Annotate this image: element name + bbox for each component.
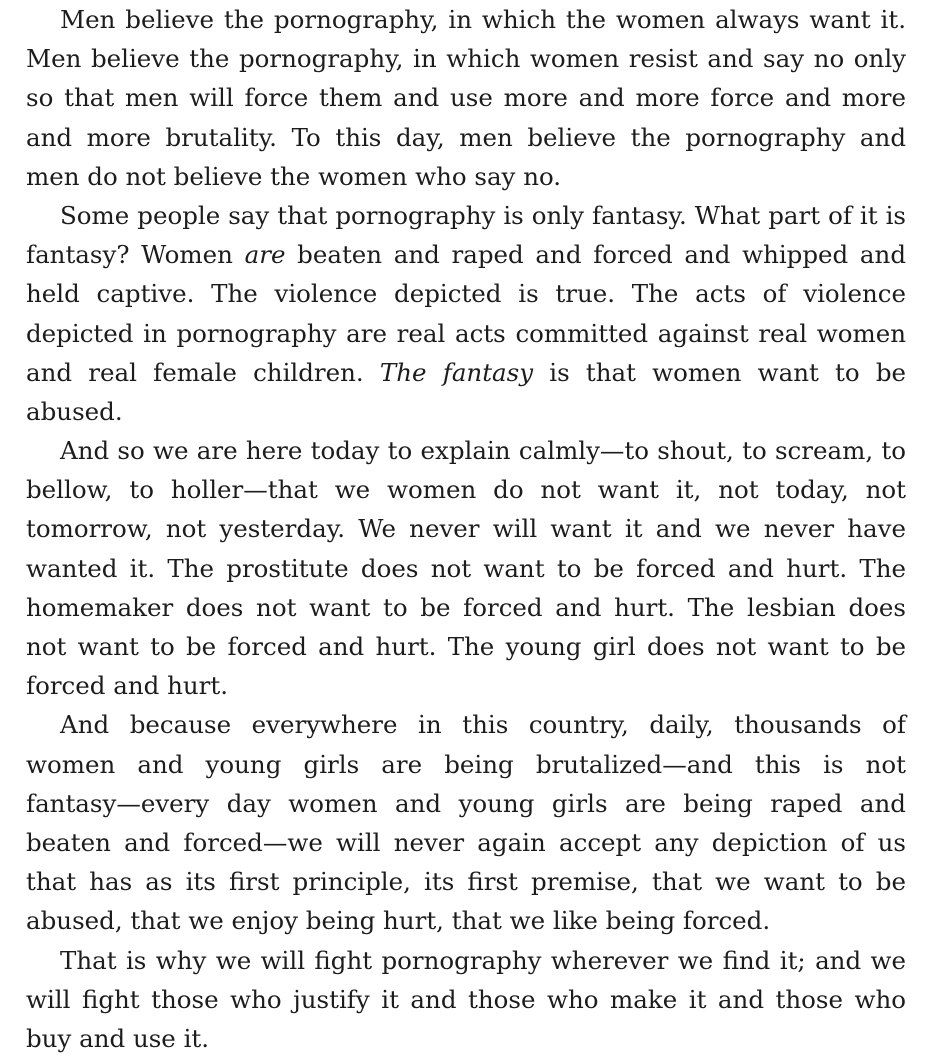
text-line: tomorrow, not yesterday. We never will want it and we never have — [26, 509, 906, 548]
paragraph-2 — [26, 196, 906, 431]
text-line: will fight those who justify it and those who make it and those who — [26, 980, 906, 1019]
paragraph-3 — [26, 431, 906, 705]
text-line: That is why we will fight pornography wherever we find it; and we — [26, 941, 906, 980]
paragraph-1 — [26, 0, 906, 196]
text-line: And because everywhere in this country, daily, thousands of — [26, 705, 906, 744]
text-line: Some people say that pornography is only fantasy. What part of it is — [26, 196, 906, 235]
text-line: fantasy—every day women and young girls are being raped and — [26, 784, 906, 823]
text-line: beaten and forced—we will never again accept any depiction of us — [26, 823, 906, 862]
text-line: held captive. The violence depicted is true. The acts of violence — [26, 274, 906, 313]
text-line: and more brutality. To this day, men believe the pornography and — [26, 118, 906, 157]
text-line: abused, that we enjoy being hurt, that we like being forced. — [26, 901, 906, 940]
paragraph-4 — [26, 705, 906, 940]
text-line: abused. — [26, 392, 906, 431]
text-line: bellow, to holler—that we women do not want it, not today, not — [26, 470, 906, 509]
text-line: forced and hurt. — [26, 666, 906, 705]
text-line: men do not believe the women who say no. — [26, 157, 906, 196]
text-line: so that men will force them and use more and more force and more — [26, 78, 906, 117]
text-line: wanted it. The prostitute does not want to be forced and hurt. The — [26, 549, 906, 588]
text-line: depicted in pornography are real acts committed against real women — [26, 314, 906, 353]
document-page — [26, 0, 906, 1058]
text-line: Men believe the pornography, in which women resist and say no only — [26, 39, 906, 78]
text-line: homemaker does not want to be forced and hurt. The lesbian does — [26, 588, 906, 627]
text-line: not want to be forced and hurt. The young girl does not want to be — [26, 627, 906, 666]
text-line: and real female children. The fantasy is that women want to be — [26, 353, 906, 392]
text-line: Men believe the pornography, in which the women always want it. — [26, 0, 906, 39]
text-line: And so we are here today to explain calmly—to shout, to scream, to — [26, 431, 906, 470]
text-line: buy and use it. — [26, 1019, 906, 1058]
text-line: that has as its first principle, its first premise, that we want to be — [26, 862, 906, 901]
text-line: women and young girls are being brutalized—and this is not — [26, 745, 906, 784]
text-line: fantasy? Women are beaten and raped and forced and whipped and — [26, 235, 906, 274]
paragraph-5 — [26, 941, 906, 1058]
